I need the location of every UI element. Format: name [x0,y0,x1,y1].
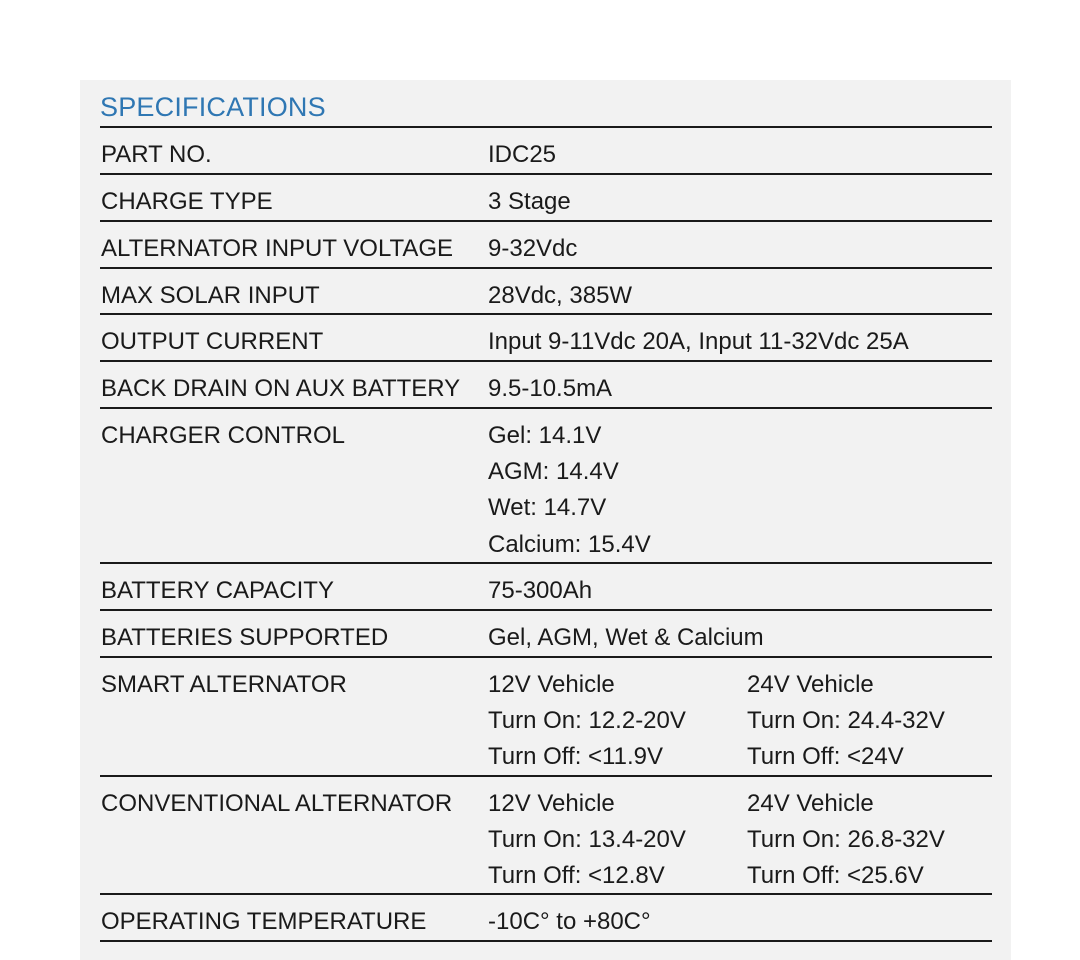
spec-value-smart-12v-turn-on: Turn On: 12.2-20V [488,707,686,734]
spec-value-alternator-input-voltage: 9-32Vdc [488,235,578,262]
spec-value-charger-control-gel: Gel: 14.1V [488,422,602,449]
spec-value-battery-capacity: 75-300Ah [488,577,593,604]
spec-value-charge-type: 3 Stage [488,188,571,215]
table-divider [100,407,992,409]
table-divider [100,609,992,611]
spec-value-charger-control-agm: AGM: 14.4V [488,458,619,485]
spec-value-charger-control-wet: Wet: 14.7V [488,494,607,521]
spec-value-conventional-24v-turn-off: Turn Off: <25.6V [747,862,924,889]
spec-label-part-no: PART NO. [101,141,212,168]
spec-label-batteries-supported: BATTERIES SUPPORTED [101,624,389,651]
spec-value-max-solar-input: 28Vdc, 385W [488,282,633,309]
table-divider [100,173,992,175]
spec-value-charger-control-calcium: Calcium: 15.4V [488,531,651,558]
table-divider [100,360,992,362]
spec-value-conventional-12v-turn-off: Turn Off: <12.8V [488,862,665,889]
spec-label-conventional-alternator: CONVENTIONAL ALTERNATOR [101,790,453,817]
spec-value-smart-24v-turn-off: Turn Off: <24V [747,743,904,770]
table-divider [100,267,992,269]
table-divider [100,775,992,777]
spec-label-smart-alternator: SMART ALTERNATOR [101,671,347,698]
spec-label-back-drain: BACK DRAIN ON AUX BATTERY [101,375,461,402]
spec-value-conventional-24v-heading: 24V Vehicle [747,790,874,817]
spec-value-smart-24v-turn-on: Turn On: 24.4-32V [747,707,945,734]
spec-value-smart-12v-turn-off: Turn Off: <11.9V [488,743,663,770]
spec-label-battery-capacity: BATTERY CAPACITY [101,577,334,604]
spec-label-charger-control: CHARGER CONTROL [101,422,346,449]
spec-label-operating-temperature: OPERATING TEMPERATURE [101,908,427,935]
spec-value-smart-24v-heading: 24V Vehicle [747,671,874,698]
table-divider [100,940,992,942]
table-divider [100,126,992,128]
spec-label-alternator-input-voltage: ALTERNATOR INPUT VOLTAGE [101,235,454,262]
spec-value-conventional-24v-turn-on: Turn On: 26.8-32V [747,826,945,853]
spec-label-charge-type: CHARGE TYPE [101,188,273,215]
spec-value-conventional-12v-heading: 12V Vehicle [488,790,615,817]
spec-value-batteries-supported: Gel, AGM, Wet & Calcium [488,624,764,651]
table-divider [100,656,992,658]
spec-value-output-current: Input 9-11Vdc 20A, Input 11-32Vdc 25A [488,328,909,355]
spec-value-part-no: IDC25 [488,141,557,168]
spec-value-conventional-12v-turn-on: Turn On: 13.4-20V [488,826,686,853]
spec-value-operating-temperature: -10C° to +80C° [488,908,651,935]
spec-label-output-current: OUTPUT CURRENT [101,328,324,355]
spec-label-max-solar-input: MAX SOLAR INPUT [101,282,320,309]
spec-value-back-drain: 9.5-10.5mA [488,375,613,402]
spec-value-smart-12v-heading: 12V Vehicle [488,671,615,698]
table-divider [100,220,992,222]
spec-title: SPECIFICATIONS [100,92,326,122]
